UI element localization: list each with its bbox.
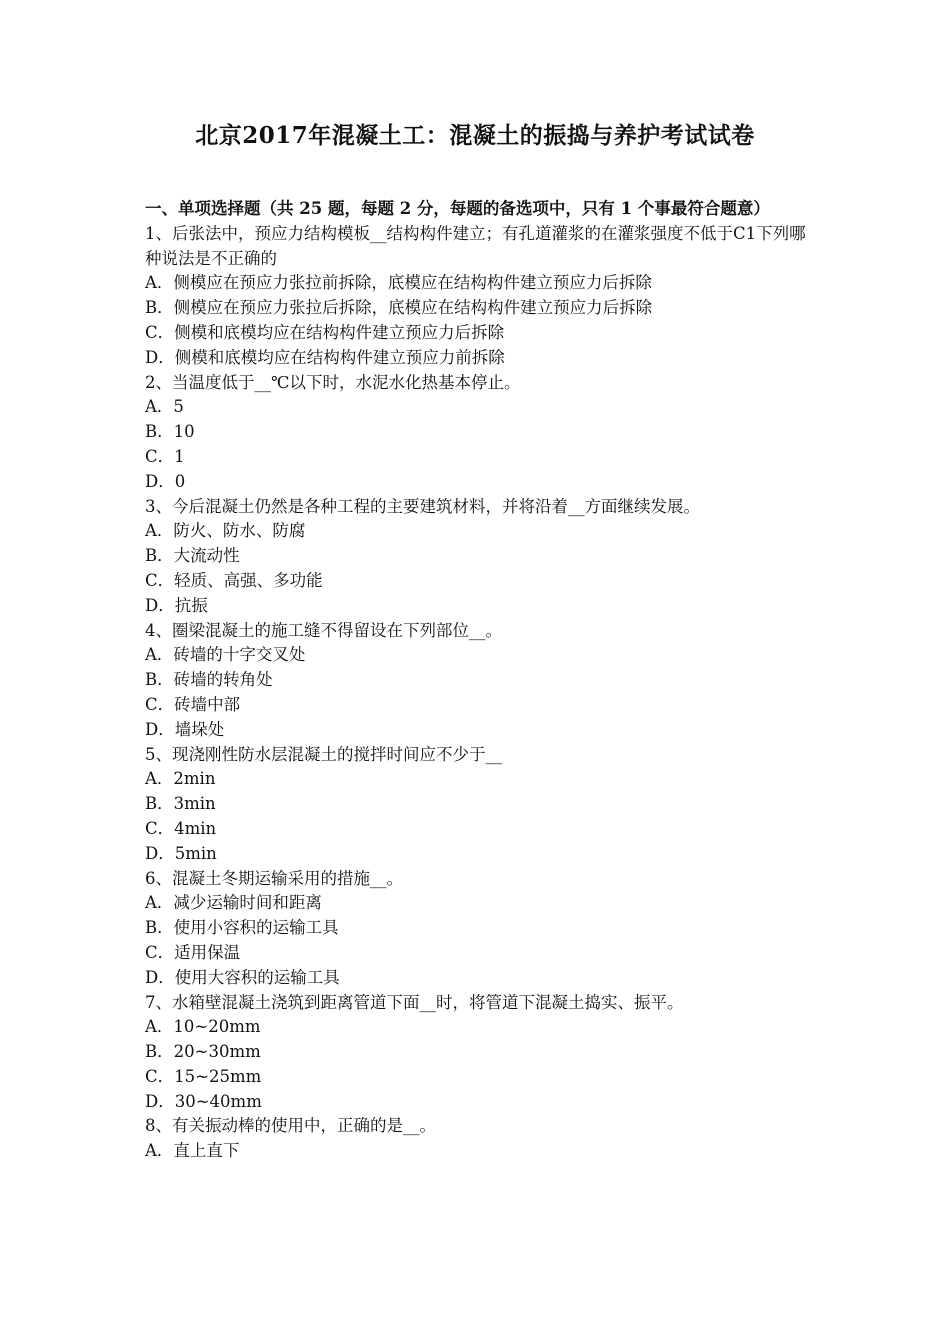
option-a: A．直上直下: [145, 1141, 240, 1161]
option-b: B．砖墙的转角处: [145, 670, 273, 690]
option-d: D．5min: [145, 843, 217, 863]
option-a: A．2min: [145, 769, 216, 789]
question-stem: 1、后张法中，预应力结构模板__结构构件建立；有孔道灌浆的在灌浆强度不低于C1下列哪种说法是不正确的: [145, 223, 806, 268]
option-a: A．侧模应在预应力张拉前拆除，底模应在结构构件建立预应力后拆除: [145, 273, 652, 293]
option-a: A．10~20mm: [145, 1017, 261, 1037]
question-2: [145, 371, 810, 495]
question-stem: 4、圈梁混凝土的施工缝不得留设在下列部位__。: [145, 620, 502, 640]
question-8: [145, 1114, 810, 1164]
option-b: B．20~30mm: [145, 1042, 261, 1062]
question-stem: 8、有关振动棒的使用中，正确的是__。: [145, 1116, 436, 1136]
option-d: D．侧模和底模均应在结构构件建立预应力前拆除: [145, 347, 505, 367]
option-d: D．使用大容积的运输工具: [145, 967, 340, 987]
question-6: [145, 867, 810, 991]
option-b: B．使用小容积的运输工具: [145, 918, 339, 938]
question-stem: 7、水箱壁混凝土浇筑到距离管道下面__时，将管道下混凝土捣实、振平。: [145, 992, 684, 1012]
option-d: D．墙垛处: [145, 719, 225, 739]
option-a: A．5: [145, 397, 184, 417]
option-d: D．30~40mm: [145, 1091, 262, 1111]
option-c: C．15~25mm: [145, 1066, 262, 1086]
option-c: C．4min: [145, 818, 217, 838]
option-c: C．轻质、高强、多功能: [145, 570, 323, 590]
question-stem: 6、混凝土冬期运输采用的措施__。: [145, 868, 403, 888]
question-3: [145, 495, 810, 619]
question-stem: 2、当温度低于__℃以下时，水泥水化热基本停止。: [145, 372, 521, 392]
question-stem: 5、现浇刚性防水层混凝土的搅拌时间应不少于__: [145, 744, 502, 764]
option-d: D．0: [145, 471, 186, 491]
document-title: 北京2017年混凝土工：混凝土的振捣与养护考试试卷: [195, 122, 755, 149]
option-c: C．侧模和底模均应在结构构件建立预应力后拆除: [145, 322, 505, 342]
option-c: C．砖墙中部: [145, 694, 241, 714]
option-a: A．减少运输时间和距离: [145, 893, 322, 913]
option-b: B．3min: [145, 794, 216, 814]
option-d: D．抗振: [145, 595, 208, 615]
option-c: C．1: [145, 446, 185, 466]
section-heading: 一、单项选择题（共 25 题，每题 2 分，每题的备选项中，只有 1 个事最符合题意）: [145, 199, 770, 218]
option-c: C．适用保温: [145, 942, 241, 962]
option-b: B．大流动性: [145, 546, 240, 566]
option-a: A．防火、防水、防腐: [145, 521, 306, 541]
question-4: [145, 619, 810, 743]
option-b: B．侧模应在预应力张拉后拆除，底模应在结构构件建立预应力后拆除: [145, 298, 653, 318]
question-5: [145, 743, 810, 867]
option-a: A．砖墙的十字交叉处: [145, 645, 306, 665]
question-7: [145, 991, 810, 1115]
question-1: [145, 222, 810, 371]
option-b: B．10: [145, 422, 195, 442]
document-body: [145, 197, 810, 1164]
question-stem: 3、今后混凝土仍然是各种工程的主要建筑材料，并将沿着__方面继续发展。: [145, 496, 700, 516]
